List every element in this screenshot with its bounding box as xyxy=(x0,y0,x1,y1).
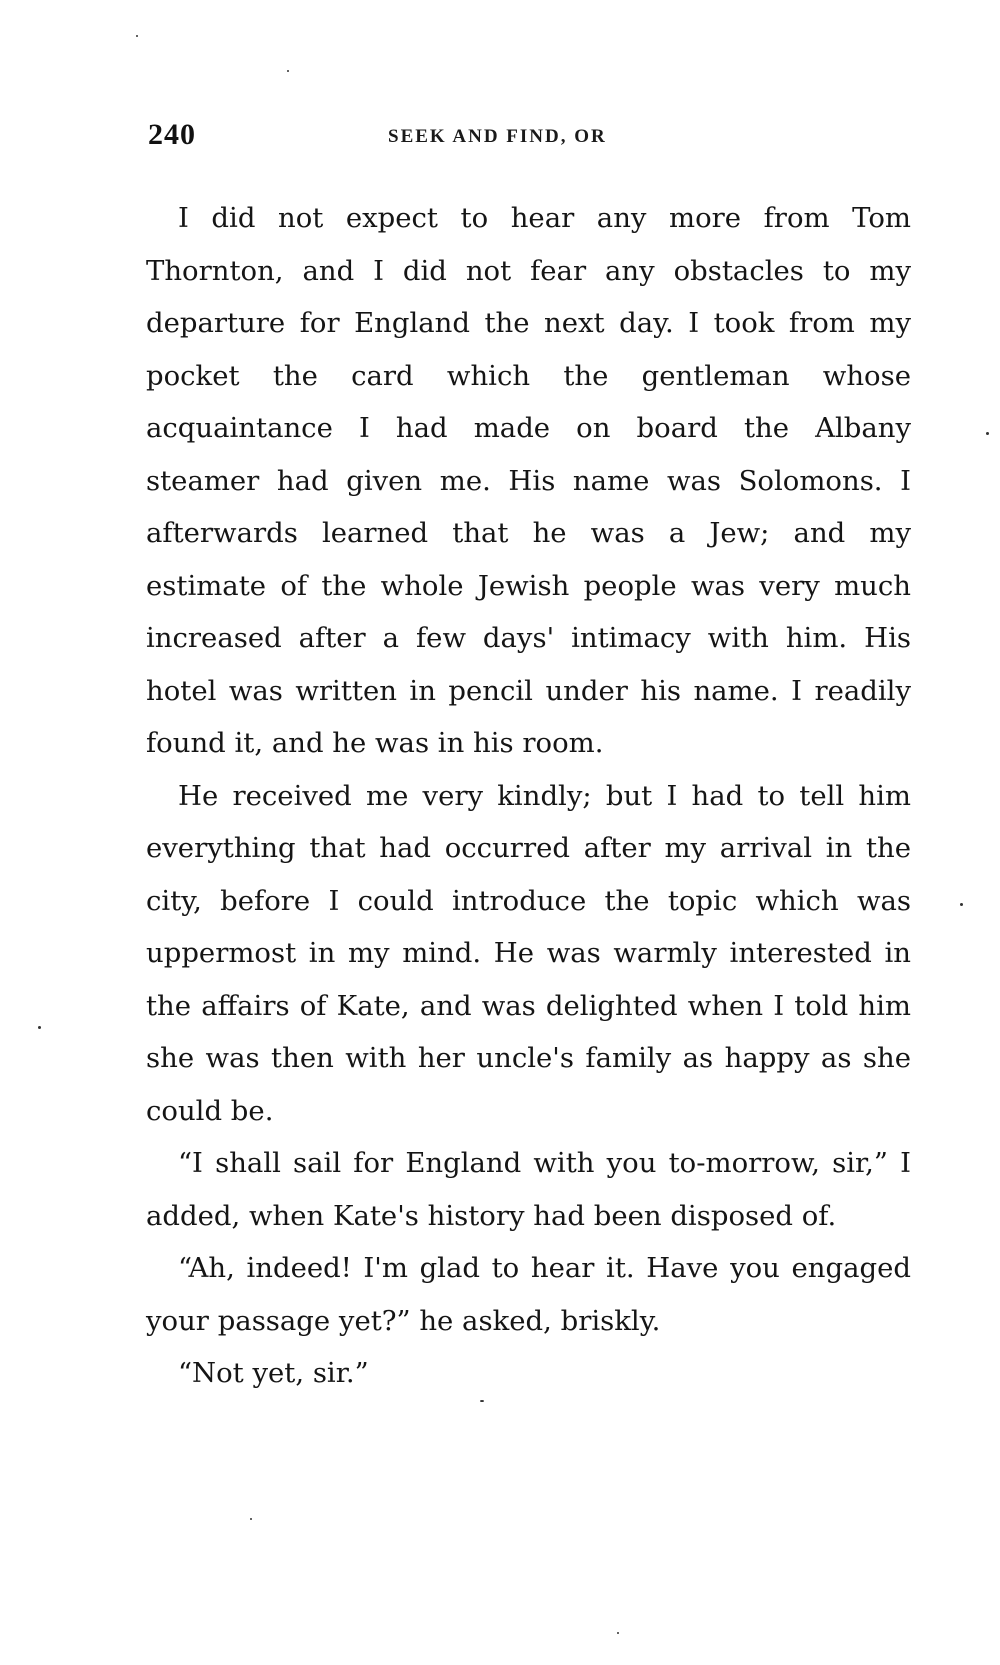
scan-speck xyxy=(287,70,289,72)
scan-speck xyxy=(617,1632,619,1634)
scan-speck xyxy=(136,35,138,37)
paragraph-2: He received me very kindly; but I had to tell him everything that had occurred after my arrival in the city, before I could introduce the topic which was uppermost in my mind. He was warmly interested in the affairs of Kate, and was delighted when I told him she was then with her uncle's family as happy as she could be. xyxy=(146,779,911,1127)
running-head: SEEK AND FIND, OR xyxy=(388,126,607,147)
scan-speck xyxy=(250,1518,252,1520)
scan-speck xyxy=(960,903,963,906)
paragraph-4: “Ah, indeed! I'm glad to hear it. Have you engaged your passage yet?” he asked, briskly. xyxy=(146,1252,911,1337)
paragraph-3: “I shall sail for England with you to-morrow, sir,” I added, when Kate's history had been disposed of. xyxy=(146,1147,911,1232)
body-text xyxy=(146,192,911,1400)
page-number: 240 xyxy=(148,118,196,151)
scan-speck xyxy=(986,432,989,435)
paragraph-1: I did not expect to hear any more from Tom Thornton, and I did not fear any obstacles to my departure for England the next day. I took from my pocket the card which the gentleman whose acquaintance I had made on board the Albany steamer had given me. His name was Solomons. I afterwards learned that he was a Jew; and my estimate of the whole Jewish people was very much increased after a few days' intimacy with him. His hotel was written in pencil under his name. I readily found it, and he was in his room. xyxy=(146,202,911,759)
paragraph-5: “Not yet, sir.” xyxy=(178,1357,369,1389)
scan-speck xyxy=(480,1400,484,1402)
page-header xyxy=(148,118,908,158)
scan-speck xyxy=(38,1026,41,1029)
